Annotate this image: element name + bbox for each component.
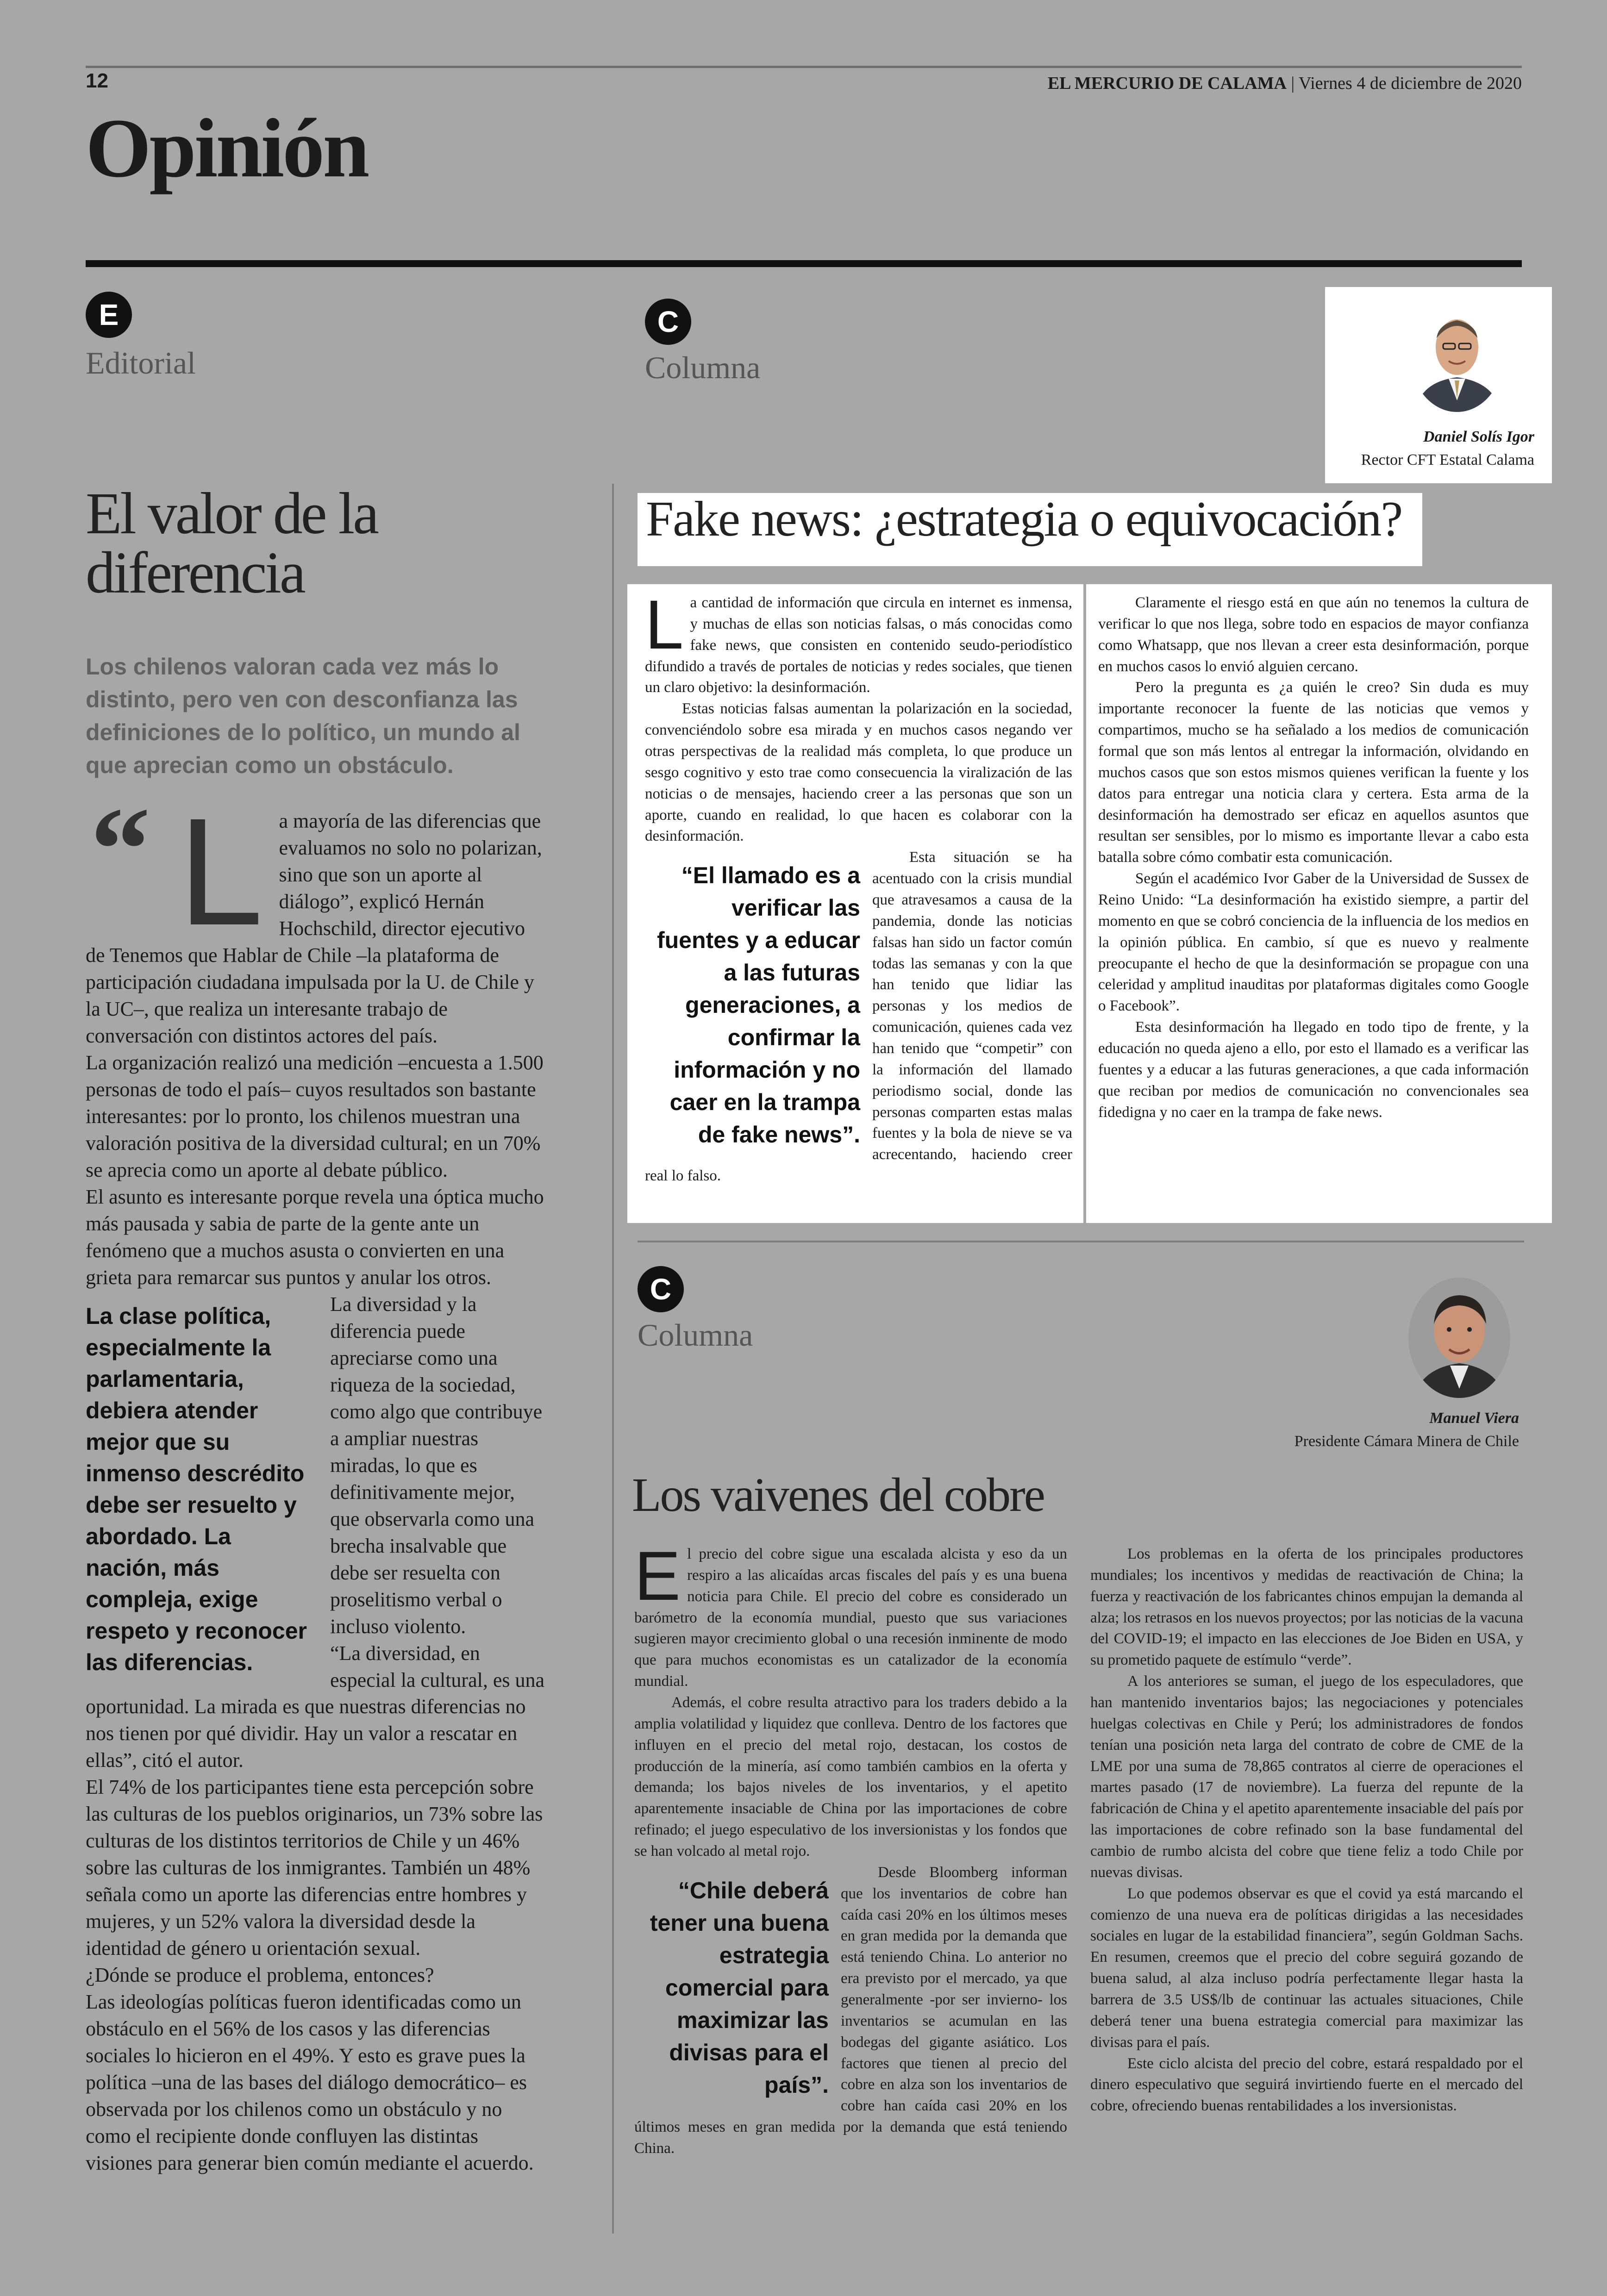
column2-dropcap: E (634, 1537, 681, 1615)
column2-kicker: Columna (638, 1317, 753, 1353)
column2-paragraph: Desde Bloomberg informan que los inventarios de cobre han caída casi 20% en los últimos meses en gran medida por la demanda que está teniendo China. Lo anterior no era previsto por el mercado, ya que generalmente -por ser invierno- los inventarios se acumulan en las bodegas del gigante asiático. Los factores que tienen al precio del cobre en alza son los inventarios de cobre han caída casi 20% en los últimos meses en gran medida por la demanda que está teniendo China. (634, 1864, 1067, 2157)
column1-title: Fake news: ¿estrategia o equivocación? (646, 492, 1402, 547)
column2-paragraph: Además, el cobre resulta atractivo para los traders debido a la amplia volatilidad y liquidez que conlleva. Dentro de los factores que influyen en el precio del metal rojo, destacan, los costos de producción de la minería, así como también cambios en la oferta y demanda; los bajos niveles de los inventarios, y el apetito aparentemente insaciable de China por las importaciones de cobre refinado; el juego especulativo de los inversionistas y los fondos que se han volcado al metal rojo. (634, 1694, 1067, 1860)
column1-paragraph: Claramente el riesgo está en que aún no tenemos la cultura de verificar lo que nos llega, sobre todo en espacios de mayor confianza como Whatsapp, que nos llevan a creer esta desinformación, porque en muchos casos lo envió alguien cercano. (1098, 594, 1529, 675)
column1-paragraph: Pero la pregunta es ¿a quién le creo? Sin duda es muy importante reconocer la fuente de las noticias que vemos y compartimos, mucho se ha señalado a los medios de comunicación formal que son más lentos al entregar la información, olvidando en muchos casos que son estos mismos quienes verifican la fuente y los datos para entregar una noticia clara y certera. Esta arma de la desinformación ha demostrado ser eficaz en aquellos asuntos que resultan ser sensibles, por lo mismo es importante llevar a cabo esta batalla sobre cómo combatir esta comunicación. (1098, 679, 1529, 866)
column2-paragraph: l precio del cobre sigue una escalada alcista y eso da un respiro a las alicaídas arcas fiscales del país y es una buena noticia para Chile. El precio del cobre es considerado un barómetro de la economía mundial, puesto que sus variaciones sugieren mayor crecimiento global o una recesión inminente de modo que para muchos economistas es un catalizador de la economía mundial. (634, 1546, 1067, 1690)
top-rule (86, 66, 1522, 68)
author-photo-icon (1408, 1278, 1510, 1398)
column2-paragraph: Los problemas en la oferta de los principales productores mundiales; los incentivos y medidas de reactivación de China; la fuerza y reactivación de los fabricantes chinos empujan la demanda al alza; los retrasos en los nuevos proyectos; por las noticias de la vacuna del COVID-19; el impacto en las elecciones de Joe Biden en USA, y su prometido paquete de estímulo “verde”. (1090, 1546, 1523, 1669)
column1-paragraph: a cantidad de información que circula en internet es inmensa, y muchas de ellas son noticias falsas, o más conocidas como fake news, que consisten en contenido seudo-periodístico difundido a través de portales de noticias y redes sociales, que tienen un claro objetivo: la desinformación. (645, 594, 1072, 696)
column2-pull-quote: “Chile deberá tener una buena estrategia comercial para maximizar las divisas para el país”. (650, 1877, 829, 2098)
editorial-paragraph: La organización realizó una medición –encuesta a 1.500 personas de todo el país– cuyos resultados son bastante interesantes: por lo pronto, los chilenos muestran una valoración positiva de la diversidad cultural; en un 70% se aprecia como un aporte al debate público. (86, 1051, 544, 1181)
column1-text-left (627, 584, 1083, 1223)
page-number: 12 (86, 69, 108, 92)
column1-paragraph: Esta desinformación ha llegado en todo tipo de frente, y la educación no queda ajeno a ello, por esto el llamado es a verificar las fuentes y a educar a las futuras generaciones, a que cada información que reciban por medios de comunicación no convencionales sea fidedigna y no caer en la trampa de fake news. (1098, 1019, 1529, 1121)
editorial-body (86, 783, 549, 2177)
column1-dropcap: L (645, 586, 684, 663)
column1-role: Rector CFT Estatal Calama (1361, 451, 1534, 468)
editorial-paragraph: ¿Dónde se produce el problema, entonces? (86, 1964, 434, 1987)
editorial-pull-quote: La clase política, especialmente la parlamentaria, debiera atender mejor que su inmenso descrédito debe ser resuelto y abordado. La nación, más compleja, exige respeto y reconocer las diferencias. (86, 1303, 307, 1675)
section-rule (86, 260, 1522, 267)
editorial-paragraph: El 74% de los participantes tiene esta percepción sobre las culturas de los pueblos originarios, un 73% sobre las culturas de los distintos territorios de Chile y un 46% sobre las culturas de los inmigrantes. También un 48% señala como un aporte las diferencias entre hombres y mujeres, y un 52% valora la diversidad desde la identidad de género u orientación sexual. (86, 1776, 543, 1960)
column2-author: Manuel Viera (1429, 1410, 1519, 1427)
column1-text-right (1086, 584, 1552, 1223)
section-divider (638, 1241, 1524, 1242)
quote-mark: “ (90, 783, 150, 916)
newspaper-name: EL MERCURIO DE CALAMA (1047, 74, 1287, 93)
column1-author: Daniel Solís Igor (1423, 428, 1534, 445)
editorial-paragraph: Las ideologías políticas fueron identificadas como un obstáculo en el 56% de los casos y las diferencias sociales lo hicieron en el 49%. Y esto es grave pues la política –una de las bases del diálogo democrático– es observada por los chilenos como un obstáculo y no como el recipiente donde confluyen las distintas visiones para generar bien común mediante el acuerdo. (86, 1990, 534, 2175)
author-photo-icon (1411, 301, 1503, 412)
editorial-title: El valor de la diferencia (86, 480, 377, 605)
column1-author-box (1325, 287, 1552, 483)
column1-paragraph: Esta situación se ha acentuado con la crisis mundial que atravesamos a causa de la pandemia, donde las noticias falsas han sido un factor común todas las semanas y con la que han tenido que lidiar las personas y los medios de comunicación, quienes cada vez han tenido que “competir” con la información del llamado periodismo social, donde las personas comparten estas malas fuentes y la bola de nieve se va acrecentando, haciendo creer real lo falso. (645, 849, 1072, 1185)
column1-paragraph: Según el académico Ivor Gaber de la Universidad de Sussex de Reino Unido: “La desinformación ha existido siempre, a partir del momento en que se cobró conciencia de la influencia de los medios en la opinión pública. En cambio, sí que es nuevo y realmente preocupante el hecho de que la desinformación se propague con una celeridad y amplitud inauditas por plataformas digitales como Google o Facebook”. (1098, 870, 1529, 1015)
column-divider (612, 484, 614, 2234)
column1-kicker: Columna (645, 350, 761, 385)
editorial-dropcap: L (178, 786, 263, 957)
column1-pull-quote: “El llamado es a verificar las fuentes y a educar a las futuras generaciones, a confirmar la información y no caer en la trampa de fake news”. (657, 862, 860, 1148)
editorial-paragraph: La diversidad y la diferencia puede apreciarse como una riqueza de la sociedad, como algo que contribuye a ampliar nuestras miradas, lo que es definitivamente mejor, que observarla como una brecha insalvable que debe ser resuelta con proselitismo verbal o incluso violento. (330, 1292, 543, 1638)
column2-role: Presidente Cámara Minera de Chile (1294, 1433, 1519, 1450)
editorial-badge: E (86, 292, 132, 338)
editorial-kicker: Editorial (86, 345, 196, 381)
issue-date: Viernes 4 de diciembre de 2020 (1298, 74, 1522, 93)
column2-badge: C (638, 1266, 684, 1312)
editorial-paragraph: “La diversidad, en especial la cultural, es una oportunidad. La mirada es que nuestras diferencias no nos tienen por qué dividir. Hay un valor a rescatar en ellas”, citó el autor. (86, 1641, 545, 1772)
editorial-paragraph: a mayoría de las diferencias que evaluamos no solo no polarizan, sino que son un aporte al diálogo”, explicó Hernán Hochschild, director ejecutivo de Tenemos que Hablar de Chile –la plataforma de participación ciudadana impulsada por la U. de Chile y la UC–, que realiza un interesante trabajo de conversación con distintos actores del país. (86, 810, 542, 1047)
section-title: Opinión (86, 102, 368, 195)
editorial-paragraph: El asunto es interesante porque revela una óptica mucho más pausada y sabia de parte de la gente ante un fenómeno que a muchos asusta o convierten en una grieta para remarcar sus puntos y anular los otros. (86, 1185, 544, 1289)
column2-title: Los vaivenes del cobre (632, 1468, 1044, 1522)
masthead: EL MERCURIO DE CALAMA | Viernes 4 de diciembre de 2020 (1047, 74, 1522, 93)
column2-paragraph: A los anteriores se suman, el juego de los especuladores, que han mantenido inventarios bajos; las negociaciones y potenciales huelgas colectivas en Chile y Perú; los administradores de fondos tenían una posición neta larga del contrato de cobre de CME de la LME por una suma de 78,865 contratos al cierre de operaciones el martes pasado (17 de noviembre). La fuerza del repunte de la fabricación de China y el apetito aparentemente insaciable del país por las importaciones de cobre refinado son la base fundamental del cambio de rumbo alcista del cobre que tiene feliz a todo Chile por nuevas divisas. (1090, 1673, 1523, 1881)
column2-text-left (634, 1537, 1067, 2238)
column2-text-right (1090, 1544, 1523, 2238)
editorial-lead: Los chilenos valoran cada vez más lo distinto, pero ven con desconfianza las definiciones de lo político, un mundo al que aprecian como un obstáculo. (86, 654, 520, 778)
column2-paragraph: Lo que podemos observar es que el covid ya está marcando el comienzo de una nueva era de políticas dirigidas a las necesidades sociales en lugar de la estabilidad financiera”, según Goldman Sachs. En resumen, creemos que el precio del cobre seguirá gozando de buena salud, al alza incluso podría perfectamente llegar hasta la barrera de 3.5 US$/lb de continuar las actuales situaciones, Chile deberá tener una buena estrategia comercial para maximizar las divisas para el país. (1090, 1885, 1523, 2051)
column1-badge: C (645, 299, 691, 345)
column2-paragraph: Este ciclo alcista del precio del cobre, estará respaldado por el dinero especulativo que seguirá invirtiendo fuerte en el mercado del cobre, ofreciendo buenas rentabilidades a los inversionistas. (1090, 2055, 1523, 2115)
column1-paragraph: Estas noticias falsas aumentan la polarización en la sociedad, convenciéndolo sobre esa mirada y en muchos casos negando ver otras perspectivas de la realidad más completa, lo que produce un sesgo cognitivo y esto trae como consecuencia la viralización de las noticias o de mensajes, haciendo creer a las personas que son un aporte, cuando en realidad, lo que hacen es colaborar con la desinformación. (645, 700, 1072, 845)
